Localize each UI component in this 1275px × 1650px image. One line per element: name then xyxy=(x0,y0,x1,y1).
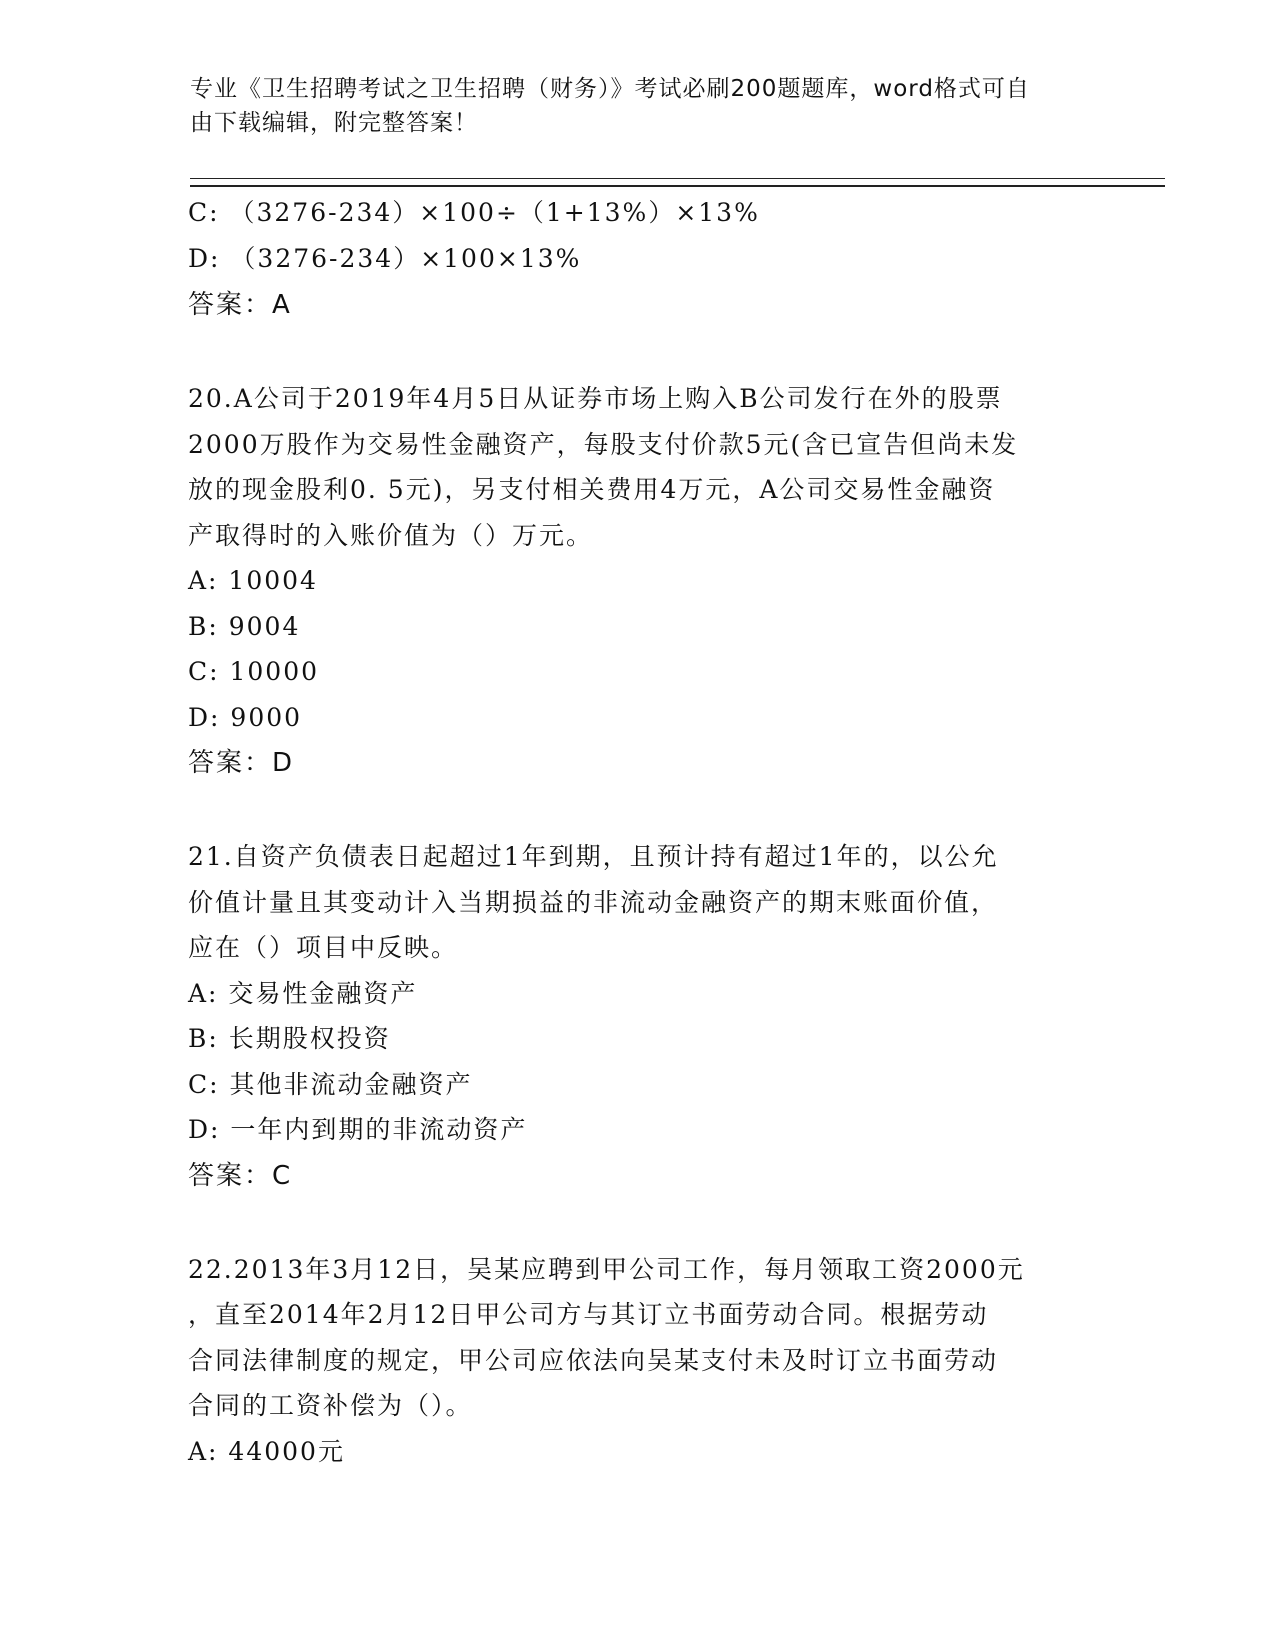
question-stem-line: 价值计量且其变动计入当期损益的非流动金融资产的期末账面价值， xyxy=(188,887,999,917)
question-20 xyxy=(188,376,1088,786)
option-a: A: 10004 xyxy=(188,566,318,595)
option-b: B: 长期股权投资 xyxy=(188,1024,391,1053)
option-d: D: （3276-234）×100×13% xyxy=(188,244,582,273)
option-c: C: 10000 xyxy=(188,657,320,686)
option-a: A: 交易性金融资产 xyxy=(188,978,418,1008)
question-21 xyxy=(188,834,1088,1199)
answer-line: 答案：C xyxy=(188,1160,293,1191)
question-stem-line: 应在（）项目中反映。 xyxy=(188,933,459,962)
header-divider xyxy=(190,178,1165,187)
answer-line: 答案：A xyxy=(188,290,292,320)
question-stem-line: ，直至2014年2月12日甲公司方与其订立书面劳动合同。根据劳动 xyxy=(188,1300,989,1329)
option-d: D: 一年内到期的非流动资产 xyxy=(188,1115,528,1144)
header-title-line-1: 专业《卫生招聘考试之卫生招聘（财务）》考试必刷200题题库，word格式可自 xyxy=(190,76,1030,102)
question-22 xyxy=(188,1247,1088,1475)
option-c: C: （3276-234）×100÷（1+13%）×13% xyxy=(188,198,760,227)
header-title-line-2: 由下载编辑，附完整答案！ xyxy=(190,110,478,136)
option-b: B: 9004 xyxy=(188,611,301,641)
question-stem-line: 合同法律制度的规定，甲公司应依法向吴某支付未及时订立书面劳动 xyxy=(188,1345,999,1375)
page-header xyxy=(190,72,1070,140)
question-stem-line: 21.自资产负债表日起超过1年到期，且预计持有超过1年的，以公允 xyxy=(188,842,999,871)
question-stem-line: 合同的工资补偿为（）。 xyxy=(188,1391,473,1420)
document-body xyxy=(188,190,1088,1474)
answer-line: 答案：D xyxy=(188,748,295,778)
previous-question-tail xyxy=(188,190,1088,328)
question-stem-line: 2000万股作为交易性金融资产，每股支付价款5元(含已宣告但尚未发 xyxy=(188,429,1019,459)
option-c: C: 其他非流动金融资产 xyxy=(188,1069,473,1099)
option-d: D: 9000 xyxy=(188,702,303,732)
option-a: A: 44000元 xyxy=(188,1436,345,1466)
question-stem-line: 22.2013年3月12日，吴某应聘到甲公司工作，每月领取工资2000元 xyxy=(188,1254,1025,1284)
question-stem-line: 产取得时的入账价值为（）万元。 xyxy=(188,520,594,550)
question-stem-line: 20.A公司于2019年4月5日从证券市场上购入B公司发行在外的股票 xyxy=(188,384,1003,413)
question-stem-line: 放的现金股利0. 5元)，另支付相关费用4万元，A公司交易性金融资 xyxy=(188,475,996,504)
